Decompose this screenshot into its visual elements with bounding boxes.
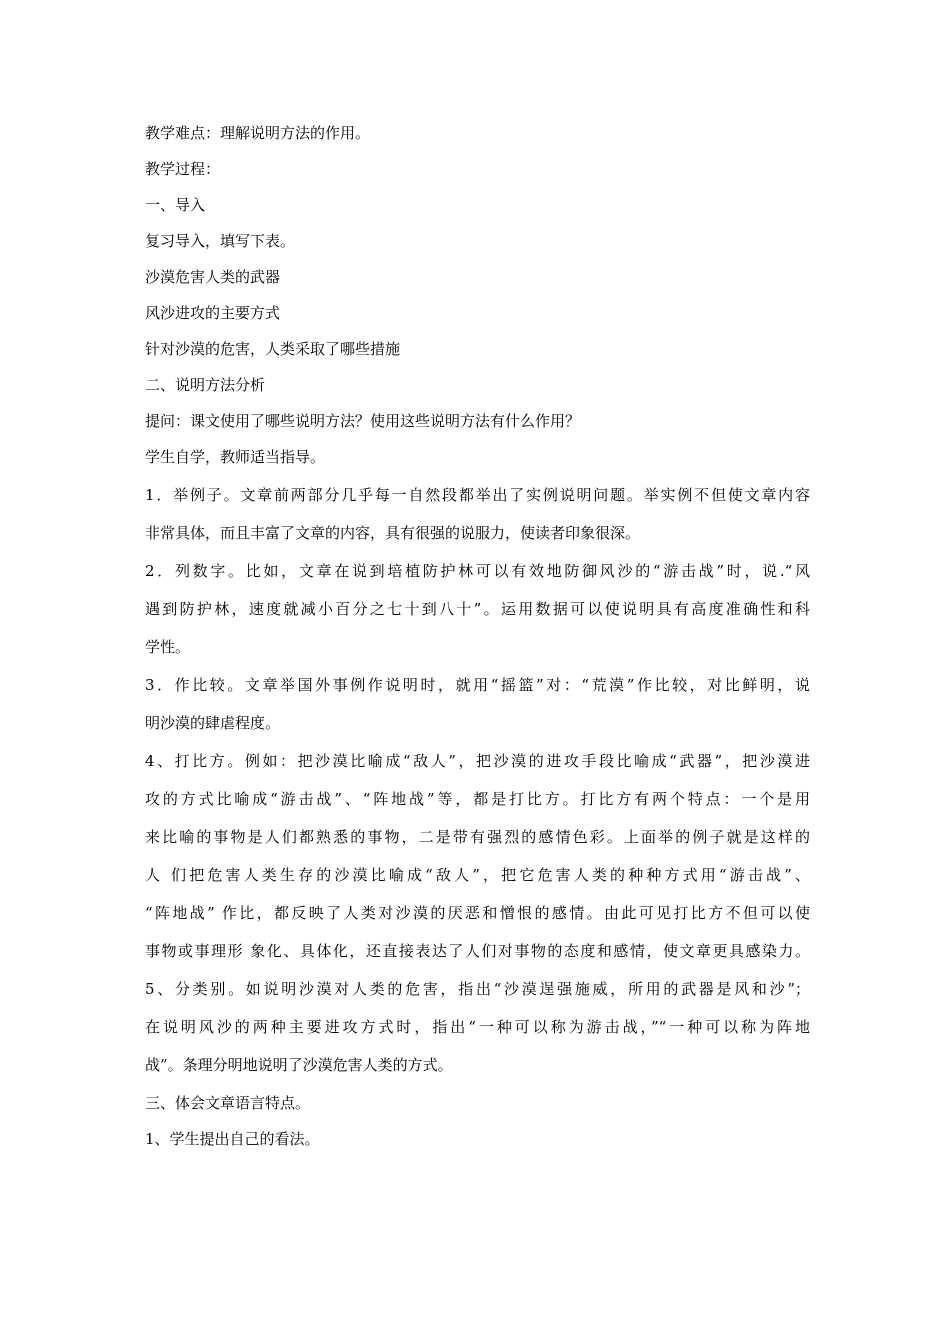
table-row-attack: 风沙进攻的主要方式 xyxy=(145,304,281,322)
teaching-difficulty: 教学难点：理解说明方法的作用。 xyxy=(145,124,371,142)
paragraph-analogy xyxy=(145,752,810,960)
paragraph-comparison xyxy=(145,676,810,732)
paragraph-line: 事物或事理形 象化、具体化，还直接表达了人们对事物的态度和感情，使文章更具感染力。 xyxy=(145,942,810,960)
section-1-heading: 一、导入 xyxy=(145,196,206,214)
section-3-heading: 三、体会文章语言特点。 xyxy=(145,1094,311,1112)
paragraph-line: 攻的方式比喻成“游击战”、“阵地战”等，都是打比方。打比方有两个特点：一个是用 xyxy=(145,790,810,808)
paragraph-example xyxy=(145,486,810,542)
paragraph-line: 2．列数字。比如，文章在说到培植防护林可以有效地防御风沙的“游击战”时，说.“风 xyxy=(145,562,810,580)
paragraph-line: 1．举例子。文章前两部分几乎每一自然段都举出了实例说明问题。举实例不但使文章内容 xyxy=(145,486,810,504)
paragraph-line: “阵地战” 作比，都反映了人类对沙漠的厌恶和憎恨的感情。由此可见打比方不但可以使 xyxy=(145,904,810,922)
paragraph-line: 4、打比方。例如：把沙漠比喻成“敌人”，把沙漠的进攻手段比喻成“武器”，把沙漠进 xyxy=(145,752,810,770)
paragraph-line: 战”。条理分明地说明了沙漠危害人类的方式。 xyxy=(145,1056,453,1074)
table-row-measures: 针对沙漠的危害，人类采取了哪些措施 xyxy=(145,340,401,358)
paragraph-line: 学性。 xyxy=(145,638,191,656)
student-views: 1、学生提出自己的看法。 xyxy=(145,1130,320,1148)
teaching-process-heading: 教学过程： xyxy=(145,160,221,178)
paragraph-line: 人 们把危害人类生存的沙漠比喻成“敌人”，把它危害人类的种种方式用“游击战”、 xyxy=(145,866,810,884)
paragraph-line: 来比喻的事物是人们都熟悉的事物，二是带有强烈的感情色彩。上面举的例子就是这样的 xyxy=(145,828,810,846)
paragraph-classification xyxy=(145,980,810,1074)
paragraph-line: 遇到防护林，速度就减小百分之七十到八十”。运用数据可以使说明具有高度准确性和科 xyxy=(145,600,810,618)
paragraph-line: 明沙漠的肆虐程度。 xyxy=(145,714,281,732)
self-study-text: 学生自学，教师适当指导。 xyxy=(145,448,326,466)
section-2-heading: 二、说明方法分析 xyxy=(145,376,266,394)
paragraph-numbers xyxy=(145,562,810,656)
table-row-weapon: 沙漠危害人类的武器 xyxy=(145,268,281,286)
paragraph-line: 在说明风沙的两种主要进攻方式时，指出“一种可以称为游击战，”“一种可以称为阵地 xyxy=(145,1018,810,1036)
paragraph-line: 5、分类别。如说明沙漠对人类的危害，指出“沙漠逞强施威，所用的武器是风和沙”； xyxy=(145,980,810,998)
question-text: 提问：课文使用了哪些说明方法？使用这些说明方法有什么作用？ xyxy=(145,412,581,430)
document-body xyxy=(145,124,810,1166)
review-intro: 复习导入，填写下表。 xyxy=(145,232,296,250)
paragraph-line: 非常具体，而且丰富了文章的内容，具有很强的说服力，使读者印象很深。 xyxy=(145,524,641,542)
paragraph-line: 3．作比较。文章举国外事例作说明时，就用“摇篮”对：“荒漠”作比较，对比鲜明，说 xyxy=(145,676,810,694)
